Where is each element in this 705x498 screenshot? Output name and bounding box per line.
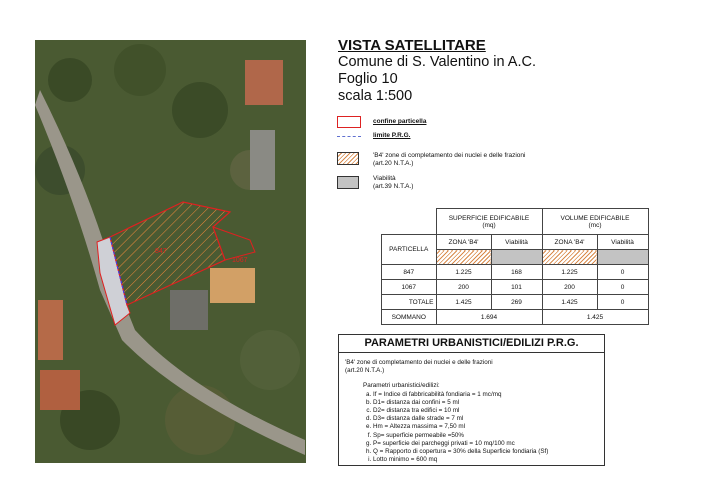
- hatch-swatch: [542, 250, 597, 265]
- params-list: [345, 391, 604, 465]
- building: [245, 60, 283, 105]
- parcel-label-1067: 1067: [232, 257, 248, 264]
- orange-hatch-icon: [337, 152, 359, 165]
- row-header: PARTICELLA: [382, 235, 437, 265]
- param-item: c. D2= distanza tra edifici = 10 ml: [373, 407, 604, 415]
- legend-label: limite P.R.G.: [373, 132, 411, 139]
- params-title: PARAMETRI URBANISTICI/EDILIZI P.R.G.: [339, 335, 604, 353]
- param-item: b. D1= distanza dai confini = 5 ml: [373, 399, 604, 407]
- legend-sublabel: (art.39 N.T.A.): [373, 183, 414, 190]
- sheet-number: Foglio 10: [338, 71, 398, 87]
- title-block: [338, 37, 536, 105]
- legend-label: 'B4' zone di completamento dei nuclei e delle frazioni: [373, 152, 526, 159]
- building: [250, 130, 275, 190]
- legend-label: confine particella: [373, 118, 427, 125]
- params-box: [338, 334, 605, 466]
- group-header-volume: VOLUME EDIFICABILE (mc): [542, 209, 648, 235]
- blue-dashed-line-icon: [337, 136, 361, 137]
- params-zone: 'B4' zone di completamento dei nuclei e delle frazioni: [345, 359, 493, 366]
- hatch-swatch: [436, 250, 491, 265]
- area-table: [381, 208, 649, 325]
- param-item: g. P= superficie dei parcheggi privati = 10 mq/100 mc: [373, 440, 604, 448]
- legend-label: Viabilità: [373, 175, 396, 182]
- red-outline-box-icon: [337, 116, 361, 128]
- sub-header: ZONA 'B4': [436, 235, 491, 250]
- building: [40, 370, 80, 410]
- building: [210, 268, 255, 303]
- param-item: a. If = Indice di fabbricabilità fondiaria = 1 mc/mq: [373, 391, 604, 399]
- param-item: h. Q = Rapporto di copertura = 30% della Superficie fondiaria (Sf): [373, 448, 604, 456]
- grey-swatch: [597, 250, 648, 265]
- table-row-sum: SOMMANO 1.694 1.425: [382, 310, 649, 325]
- group-header-surface: SUPERFICIE EDIFICABILE (mq): [436, 209, 542, 235]
- table-row-total: TOTALE 1.425 269 1.425 0: [382, 295, 649, 310]
- building: [170, 290, 208, 330]
- sub-header: ZONA 'B4': [542, 235, 597, 250]
- scale: scala 1:500: [338, 88, 413, 104]
- grey-fill-icon: [337, 176, 359, 189]
- municipality: Comune di S. Valentino in A.C.: [338, 54, 537, 70]
- parcel-label-847: 847: [155, 248, 167, 255]
- params-zone-ref: (art.20 N.T.A.): [345, 367, 385, 375]
- param-item: f. Sp= superficie permeabile =50%: [373, 432, 604, 440]
- grey-swatch: [491, 250, 542, 265]
- legend-sublabel: (art.20 N.T.A.): [373, 160, 414, 167]
- table-row: 1067 200 101 200 0: [382, 280, 649, 295]
- satellite-map: [35, 40, 306, 463]
- table-row: 847 1.225 168 1.225 0: [382, 265, 649, 280]
- param-item: d. D3= distanza dalle strade = 7 ml: [373, 415, 604, 423]
- page-title: VISTA SATELLITARE: [338, 37, 486, 54]
- building: [38, 300, 63, 360]
- param-item: i. Lotto minimo = 600 mq: [373, 456, 604, 464]
- params-intro: Parametri urbanistici/edilizi:: [363, 382, 440, 390]
- param-item: e. Hm = Altezza massima = 7,50 ml: [373, 423, 604, 431]
- sub-header: Viabilità: [491, 235, 542, 250]
- sub-header: Viabilità: [597, 235, 648, 250]
